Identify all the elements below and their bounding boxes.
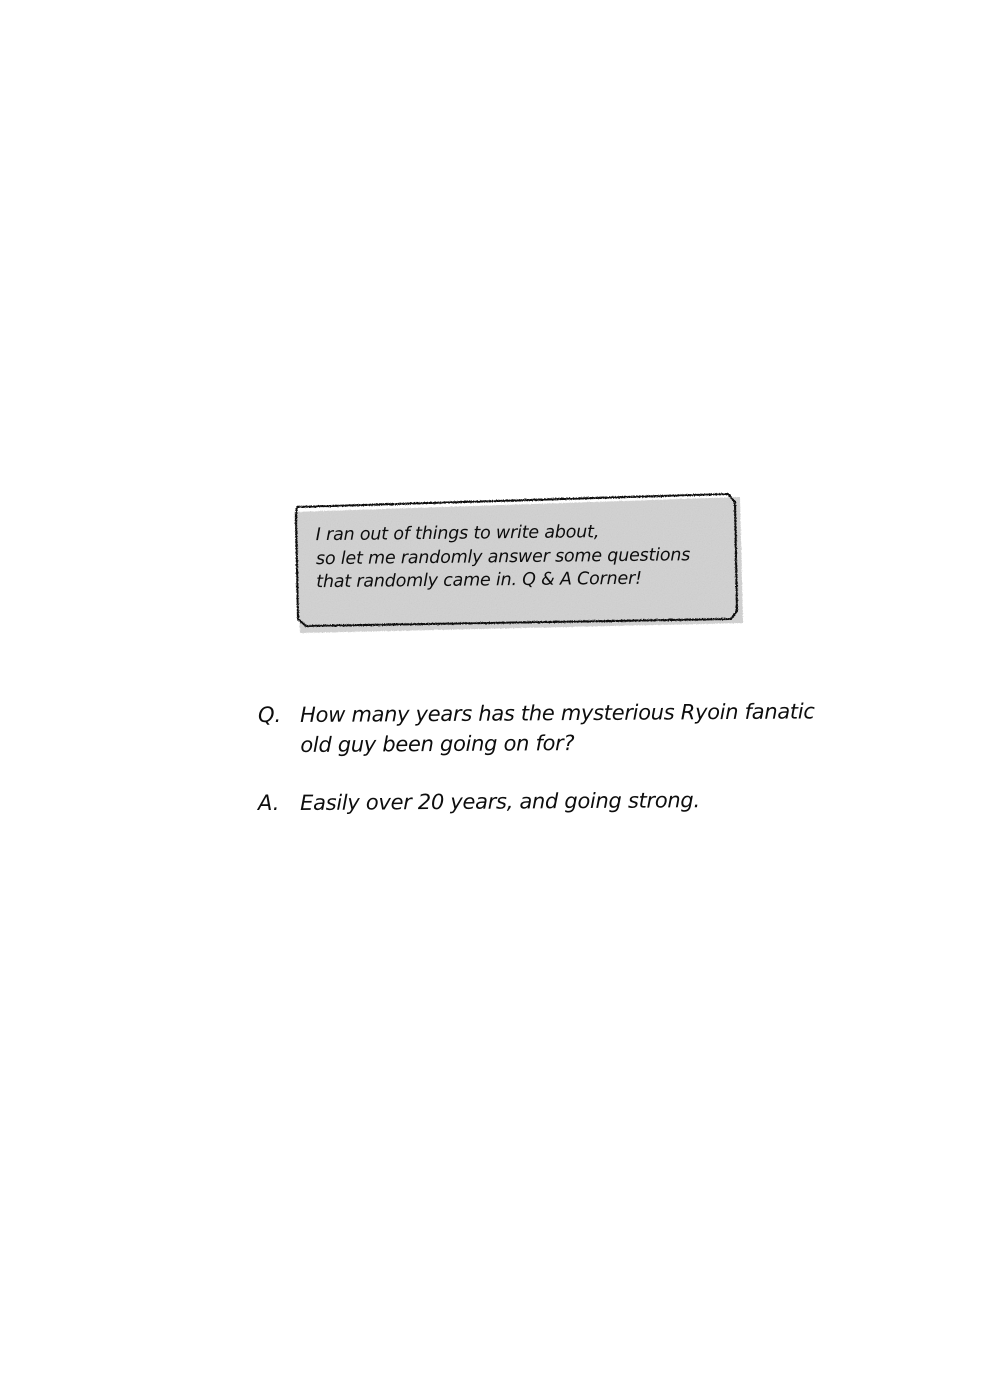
qa-answer-label: A. [258,791,280,815]
qa-answer-text: Easily over 20 years, and going strong. [300,788,700,815]
qa-question-label: Q. [258,703,282,727]
qa-question-text: How many years has the mysterious Ryoin fanatic old guy been going on for? [300,699,815,757]
qa-block [258,700,898,846]
qa-item-answer [258,788,898,818]
note-box [288,492,748,642]
note-text: I ran out of things to write about, so let me randomly answer some questions that randomly came in. Q & A Corner! [315,522,691,593]
qa-item-question [258,700,898,760]
